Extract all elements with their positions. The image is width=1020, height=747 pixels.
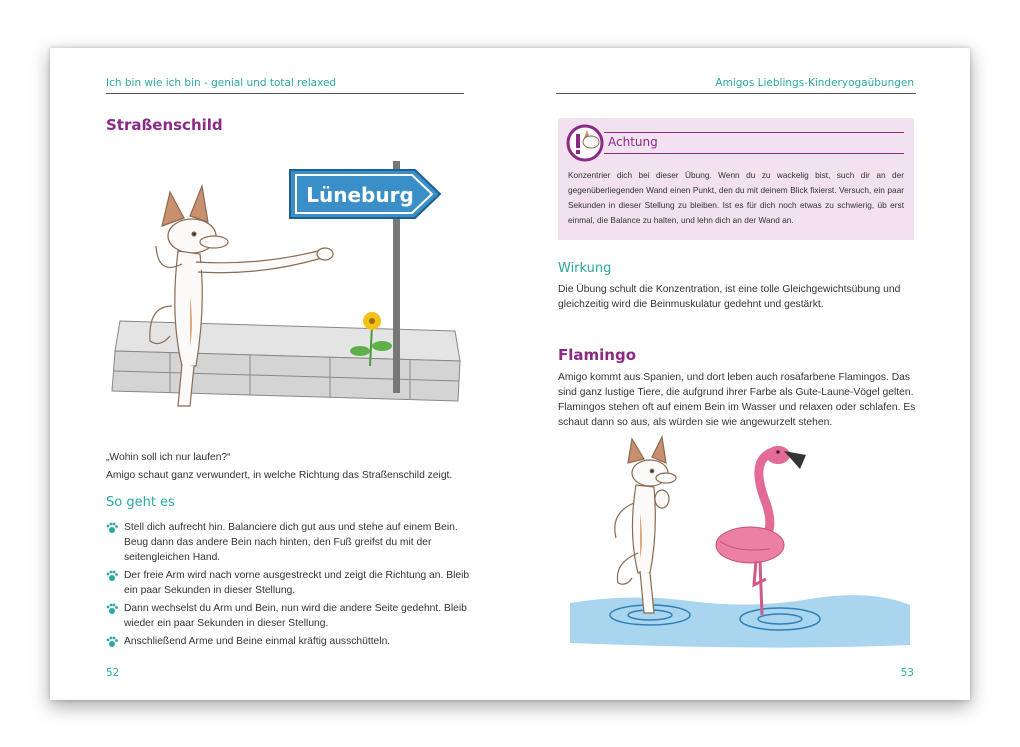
paw-icon [106,636,118,648]
effect-text: Die Übung schult die Konzentration, ist eine tolle Gleichgewichtsübung und gleichzeitig wird die Beinmuskulatur gedehnt und gestärkt. [558,284,901,310]
list-item [106,520,476,565]
right-page [510,48,970,700]
step-text: Der freie Arm wird nach vorne ausgestreckt und zeigt die Richtung an. Bleib ein paar Sekunden in dieser Stellung. [124,570,470,596]
quote-text: „Wohin soll ich nur laufen?“ [106,452,231,463]
street-sign-illustration [110,156,470,416]
flamingo-body: Amigo kommt aus Spanien, und dort leben auch rosafarbene Flamingos. Das sind ganz lustige Tiere, die aufgrund ihrer Farbe als Gute-Laune-Vögel gelten. Flamingos stehen oft auf einem Bein im Wasser und relaxen oder schlafen. Es schaut dann so aus, als würden sie wie angewurzelt stehen. [558,372,916,428]
attention-rule-bottom [604,153,904,154]
step-text: Dann wechselst du Arm und Bein, nun wird die andere Seite gedehnt. Bleib wieder ein paar Sekunden in dieser Stellung. [124,603,467,629]
page-number-right: 53 [900,667,914,679]
list-item [106,601,476,631]
effect-heading: Wirkung [558,261,612,276]
step-text: Stell dich aufrecht hin. Balanciere dich gut aus und stehe auf einem Bein. Beug dann das andere Bein nach hinten, den Fuß greifst du mit der seitengleichen Hand. [124,522,458,563]
exercise-title: Straßenschild [106,116,223,134]
paw-icon [106,570,118,582]
left-page [50,48,510,700]
howto-heading: So geht es [106,495,175,510]
header-rule-left [106,93,464,94]
page-number-left: 52 [106,667,120,679]
paw-icon [106,603,118,615]
attention-box [558,118,914,240]
paw-icon [106,522,118,534]
dog-drawing [615,437,676,613]
steps-list [106,520,476,652]
wall-drawing [112,321,460,401]
flamingo-illustration [570,433,910,653]
running-head-right: Amigos Lieblings-Kinderyogaübungen [715,77,914,89]
flamingo-drawing [716,446,806,615]
water-drawing [570,595,910,647]
intro-text: Amigo schaut ganz verwundert, in welche Richtung das Straßenschild zeigt. [106,470,453,481]
attention-text: Konzentrier dich bei dieser Übung. Wenn du zu wackelig bist, such dir an der gegenüberliegenden Wand einen Punkt, den du mit deinem Blick fixierst. Versuch, ein paar Sekunden in dieser Stellung zu bleiben. Ist es für dich noch etwas zu schwierig, üb erst einmal, die Balance zu halten, und lehn dich an der Wand an. [568,170,904,225]
list-item [106,634,476,649]
book-spread [50,48,970,700]
dog-head-icon [566,124,604,162]
step-text: Anschließend Arme und Beine einmal kräftig ausschütteln. [124,636,391,647]
sign-label: Lüneburg [306,183,414,207]
attention-rule-top [604,132,904,133]
list-item [106,568,476,598]
running-head-left: Ich bin wie ich bin - genial und total relaxed [106,77,337,89]
attention-heading: Achtung [608,135,658,149]
header-rule-right [556,93,916,94]
flamingo-title: Flamingo [558,346,637,364]
